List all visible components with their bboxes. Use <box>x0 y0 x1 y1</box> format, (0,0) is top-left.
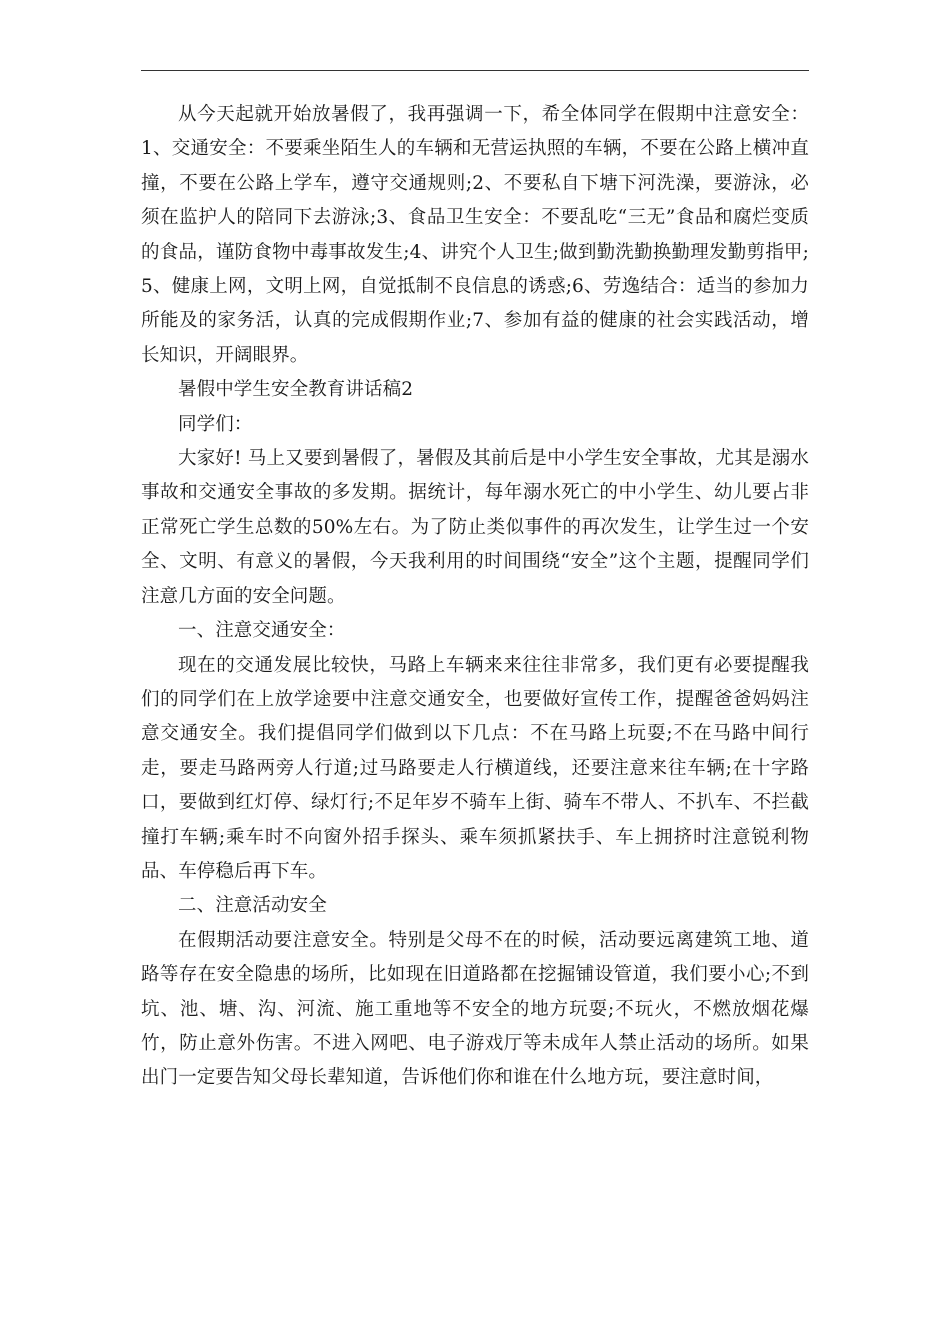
paragraph-introduction: 大家好! 马上又要到暑假了，暑假及其前后是中小学生安全事故，尤其是溺水事故和交通安全事故的多发期。据统计，每年溺水死亡的中小学生、幼儿要占非正常死亡学生总数的50%左右。为了防止类似事件的再次发生，让学生过一个安全、文明、有意义的暑假，今天我利用的时间围绕“安全”这个主题，提醒同学们注意几方面的安全问题。 <box>141 448 809 607</box>
header-rule <box>141 70 809 71</box>
heading-activity-safety: 二、注意活动安全 <box>178 895 327 917</box>
document-body <box>141 98 809 1096</box>
paragraph-summer-safety-reminders: 从今天起就开始放暑假了，我再强调一下，希全体同学在假期中注意安全：1、交通安全：不要乘坐陌生人的车辆和无营运执照的车辆，不要在公路上横冲直撞，不要在公路上学车，遵守交通规则;2、不要私自下塘下河洗澡，要游泳，必须在监护人的陪同下去游泳;3、食品卫生安全：不要乱吃“三无”食品和腐烂变质的食品，谨防食物中毒事故发生;4、讲究个人卫生;做到勤洗勤换勤理发勤剪指甲;5、健康上网，文明上网，自觉抵制不良信息的诱惑;6、劳逸结合：适当的参加力所能及的家务活，认真的完成假期作业;7、参加有益的健康的社会实践活动，增长知识，开阔眼界。 <box>141 104 809 366</box>
heading-traffic-safety: 一、注意交通安全： <box>178 620 346 642</box>
greeting: 同学们： <box>178 413 253 435</box>
paragraph-activity-safety: 在假期活动要注意安全。特别是父母不在的时候，活动要远离建筑工地、道路等存在安全隐患的场所，比如现在旧道路都在挖掘铺设管道，我们要小心;不到坑、池、塘、沟、河流、施工重地等不安全的地方玩耍;不玩火，不燃放烟花爆竹，防止意外伤害。不进入网吧、电子游戏厅等未成年人禁止活动的场所。如果出门一定要告知父母长辈知道，告诉他们你和谁在什么地方玩，要注意时间， <box>141 929 809 1089</box>
section-title-speech-2: 暑假中学生安全教育讲话稿2 <box>178 379 414 401</box>
paragraph-traffic-safety: 现在的交通发展比较快，马路上车辆来来往往非常多，我们更有必要提醒我们的同学们在上放学途要中注意交通安全，也要做好宣传工作，提醒爸爸妈妈注意交通安全。我们提倡同学们做到以下几点：不在马路上玩耍;不在马路中间行走，要走马路两旁人行道;过马路要走人行横道线，还要注意来往车辆;在十字路口，要做到红灯停、绿灯行;不足年岁不骑车上街、骑车不带人、不扒车、不拦截撞打车辆;乘车时不向窗外招手探头、乘车须抓紧扶手、车上拥挤时注意锐利物品、车停稳后再下车。 <box>141 654 809 882</box>
